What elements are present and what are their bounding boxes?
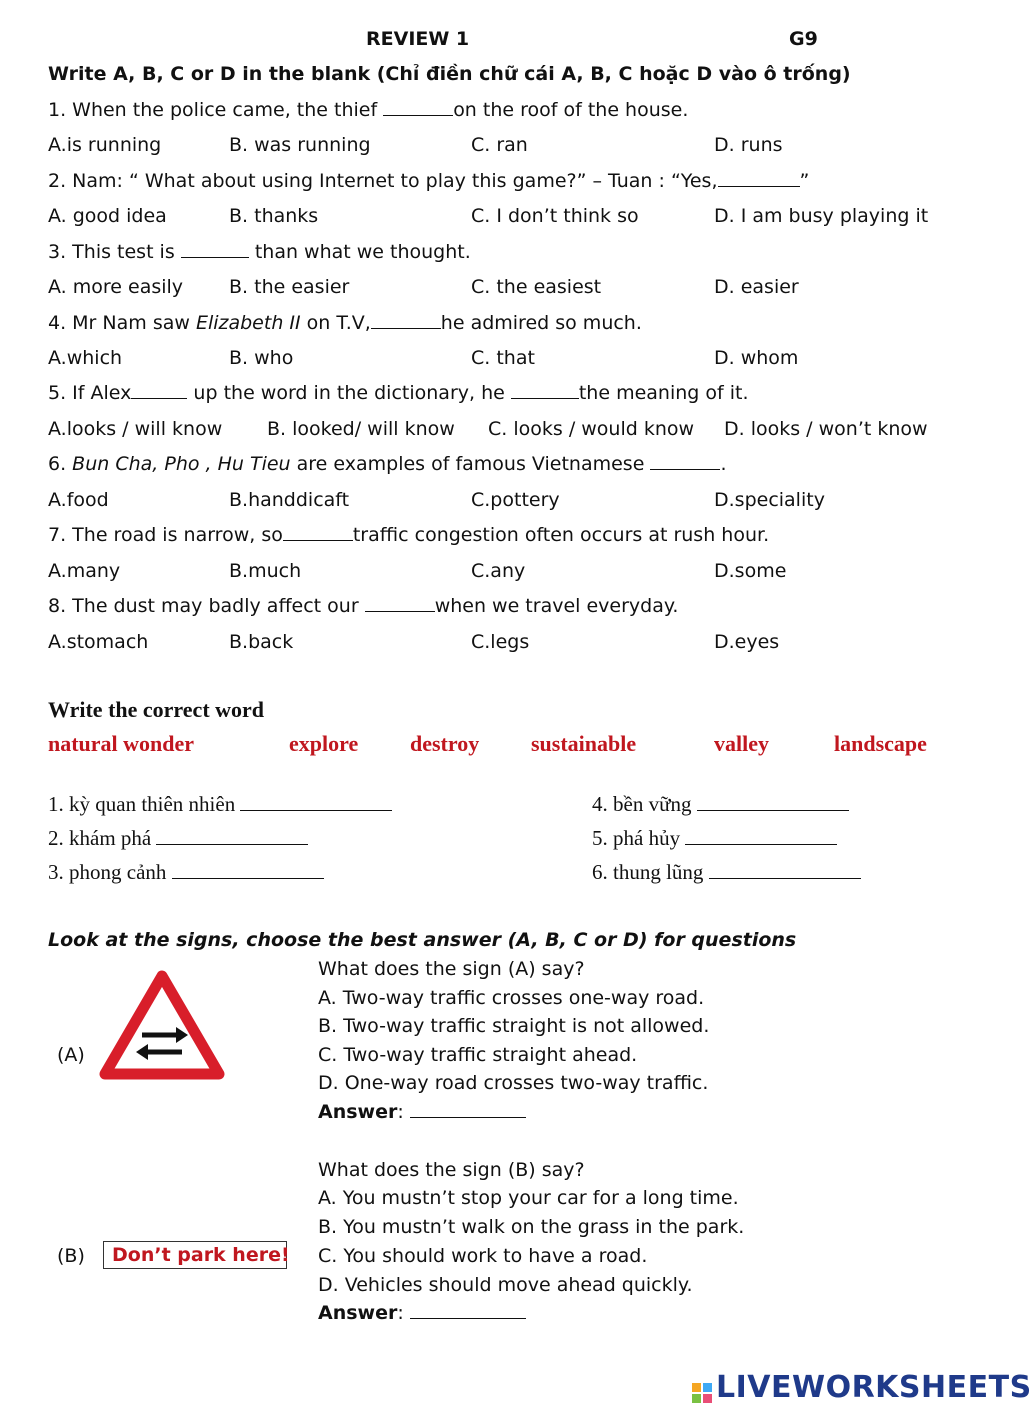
word-bank-item: natural wonder xyxy=(48,731,195,756)
sign-b-label: (B) xyxy=(57,1245,85,1267)
q8-option-c[interactable]: C.legs xyxy=(471,631,530,653)
sign-b-answer: Answer: xyxy=(318,1302,526,1324)
page-title: REVIEW 1 xyxy=(366,28,470,50)
q2-option-d[interactable]: D. I am busy playing it xyxy=(714,205,929,227)
no-parking-sign: Don’t park here! xyxy=(103,1241,287,1269)
answer-blank[interactable] xyxy=(365,610,435,612)
q3-option-a[interactable]: A. more easily xyxy=(48,276,184,298)
question-2: 2. Nam: “ What about using Internet to play this game?” – Tuan : “Yes, ” xyxy=(48,170,810,192)
q2-option-b[interactable]: B. thanks xyxy=(229,205,319,227)
answer-blank[interactable] xyxy=(172,877,324,879)
word-bank-item: explore xyxy=(289,731,359,756)
word-bank-item: valley xyxy=(714,731,769,756)
section3-instruction: Look at the signs, choose the best answer (A, B, C or D) for questions xyxy=(48,929,797,951)
question-7: 7. The road is narrow, so traffic congestion often occurs at rush hour. xyxy=(48,524,770,546)
q2-option-a[interactable]: A. good idea xyxy=(48,205,167,227)
sign-a-label: (A) xyxy=(57,1044,85,1066)
q5-option-d[interactable]: D. looks / won’t know xyxy=(724,418,928,440)
word-bank-item: sustainable xyxy=(531,731,637,756)
q5-option-b[interactable]: B. looked/ will know xyxy=(267,418,455,440)
q7-option-c[interactable]: C.any xyxy=(471,560,526,582)
answer-blank[interactable] xyxy=(709,877,861,879)
answer-blank[interactable] xyxy=(383,114,453,116)
q2-option-c[interactable]: C. I don’t think so xyxy=(471,205,639,227)
q8-option-b[interactable]: B.back xyxy=(229,631,294,653)
grade-label: G9 xyxy=(789,28,818,50)
question-4: 4. Mr Nam saw Elizabeth II on T.V, he admired so much. xyxy=(48,312,642,334)
q6-option-c[interactable]: C.pottery xyxy=(471,489,560,511)
vocab-item-1: 1. kỳ quan thiên nhiên xyxy=(48,792,392,817)
q4-option-c[interactable]: C. that xyxy=(471,347,535,369)
q7-option-a[interactable]: A.many xyxy=(48,560,121,582)
q4-option-d[interactable]: D. whom xyxy=(714,347,799,369)
answer-blank[interactable] xyxy=(131,397,187,399)
sign-a-option-d[interactable]: D. One-way road crosses two-way traffic. xyxy=(318,1072,709,1094)
q4-option-b[interactable]: B. who xyxy=(229,347,294,369)
vocab-item-3: 3. phong cảnh xyxy=(48,860,324,885)
answer-blank[interactable] xyxy=(718,185,800,187)
answer-blank[interactable] xyxy=(240,809,392,811)
vocab-item-6: 6. thung lũng xyxy=(592,860,861,885)
section1-instruction: Write A, B, C or D in the blank (Chỉ điền chữ cái A, B, C hoặc D vào ô trống) xyxy=(48,63,851,85)
sign-a-option-a[interactable]: A. Two-way traffic crosses one-way road. xyxy=(318,987,705,1009)
answer-blank[interactable] xyxy=(156,843,308,845)
answer-blank[interactable] xyxy=(511,397,579,399)
question-8: 8. The dust may badly affect our when we travel everyday. xyxy=(48,595,679,617)
section2-title: Write the correct word xyxy=(48,697,265,722)
sign-b-option-b[interactable]: B. You mustn’t walk on the grass in the park. xyxy=(318,1216,745,1238)
word-bank-item: landscape xyxy=(834,731,927,756)
q3-option-b[interactable]: B. the easier xyxy=(229,276,350,298)
answer-blank[interactable] xyxy=(410,1317,526,1319)
sign-b-question: What does the sign (B) say? xyxy=(318,1159,585,1181)
vocab-item-2: 2. khám phá xyxy=(48,826,308,851)
two-way-traffic-sign-icon xyxy=(100,970,224,1080)
sign-a-option-b[interactable]: B. Two-way traffic straight is not allowed. xyxy=(318,1015,710,1037)
answer-blank[interactable] xyxy=(697,809,849,811)
question-5: 5. If Alex up the word in the dictionary, he the meaning of it. xyxy=(48,382,749,404)
q6-option-d[interactable]: D.speciality xyxy=(714,489,825,511)
answer-blank[interactable] xyxy=(283,539,353,541)
answer-blank[interactable] xyxy=(410,1116,526,1118)
q1-option-b[interactable]: B. was running xyxy=(229,134,371,156)
liveworksheets-logo[interactable]: LIVEWORKSHEETS xyxy=(692,1370,1032,1405)
vocab-item-5: 5. phá hủy xyxy=(592,826,837,851)
sign-b-option-a[interactable]: A. You mustn’t stop your car for a long time. xyxy=(318,1187,739,1209)
q1-option-a[interactable]: A.is running xyxy=(48,134,162,156)
vocab-item-4: 4. bền vững xyxy=(592,792,849,817)
answer-blank[interactable] xyxy=(371,327,441,329)
answer-blank[interactable] xyxy=(181,256,249,258)
sign-b-option-d[interactable]: D. Vehicles should move ahead quickly. xyxy=(318,1274,693,1296)
logo-cubes-icon xyxy=(692,1383,712,1403)
word-bank-item: destroy xyxy=(410,731,480,756)
sign-a-question: What does the sign (A) say? xyxy=(318,958,585,980)
q6-option-a[interactable]: A.food xyxy=(48,489,109,511)
q6-option-b[interactable]: B.handdicaft xyxy=(229,489,350,511)
q1-option-c[interactable]: C. ran xyxy=(471,134,528,156)
q3-option-d[interactable]: D. easier xyxy=(714,276,799,298)
q4-option-a[interactable]: A.which xyxy=(48,347,123,369)
q1-option-d[interactable]: D. runs xyxy=(714,134,783,156)
question-3: 3. This test is than what we thought. xyxy=(48,241,471,263)
answer-blank[interactable] xyxy=(685,843,837,845)
sign-b-option-c[interactable]: C. You should work to have a road. xyxy=(318,1245,648,1267)
q3-option-c[interactable]: C. the easiest xyxy=(471,276,602,298)
q7-option-b[interactable]: B.much xyxy=(229,560,302,582)
answer-blank[interactable] xyxy=(650,468,720,470)
q8-option-d[interactable]: D.eyes xyxy=(714,631,780,653)
q7-option-d[interactable]: D.some xyxy=(714,560,787,582)
q5-option-c[interactable]: C. looks / would know xyxy=(488,418,695,440)
q8-option-a[interactable]: A.stomach xyxy=(48,631,149,653)
question-6: 6. Bun Cha, Pho , Hu Tieu are examples of famous Vietnamese . xyxy=(48,453,727,475)
sign-a-option-c[interactable]: C. Two-way traffic straight ahead. xyxy=(318,1044,638,1066)
sign-a-answer: Answer: xyxy=(318,1101,526,1123)
question-1: 1. When the police came, the thief on the roof of the house. xyxy=(48,99,689,121)
q5-option-a[interactable]: A.looks / will know xyxy=(48,418,223,440)
